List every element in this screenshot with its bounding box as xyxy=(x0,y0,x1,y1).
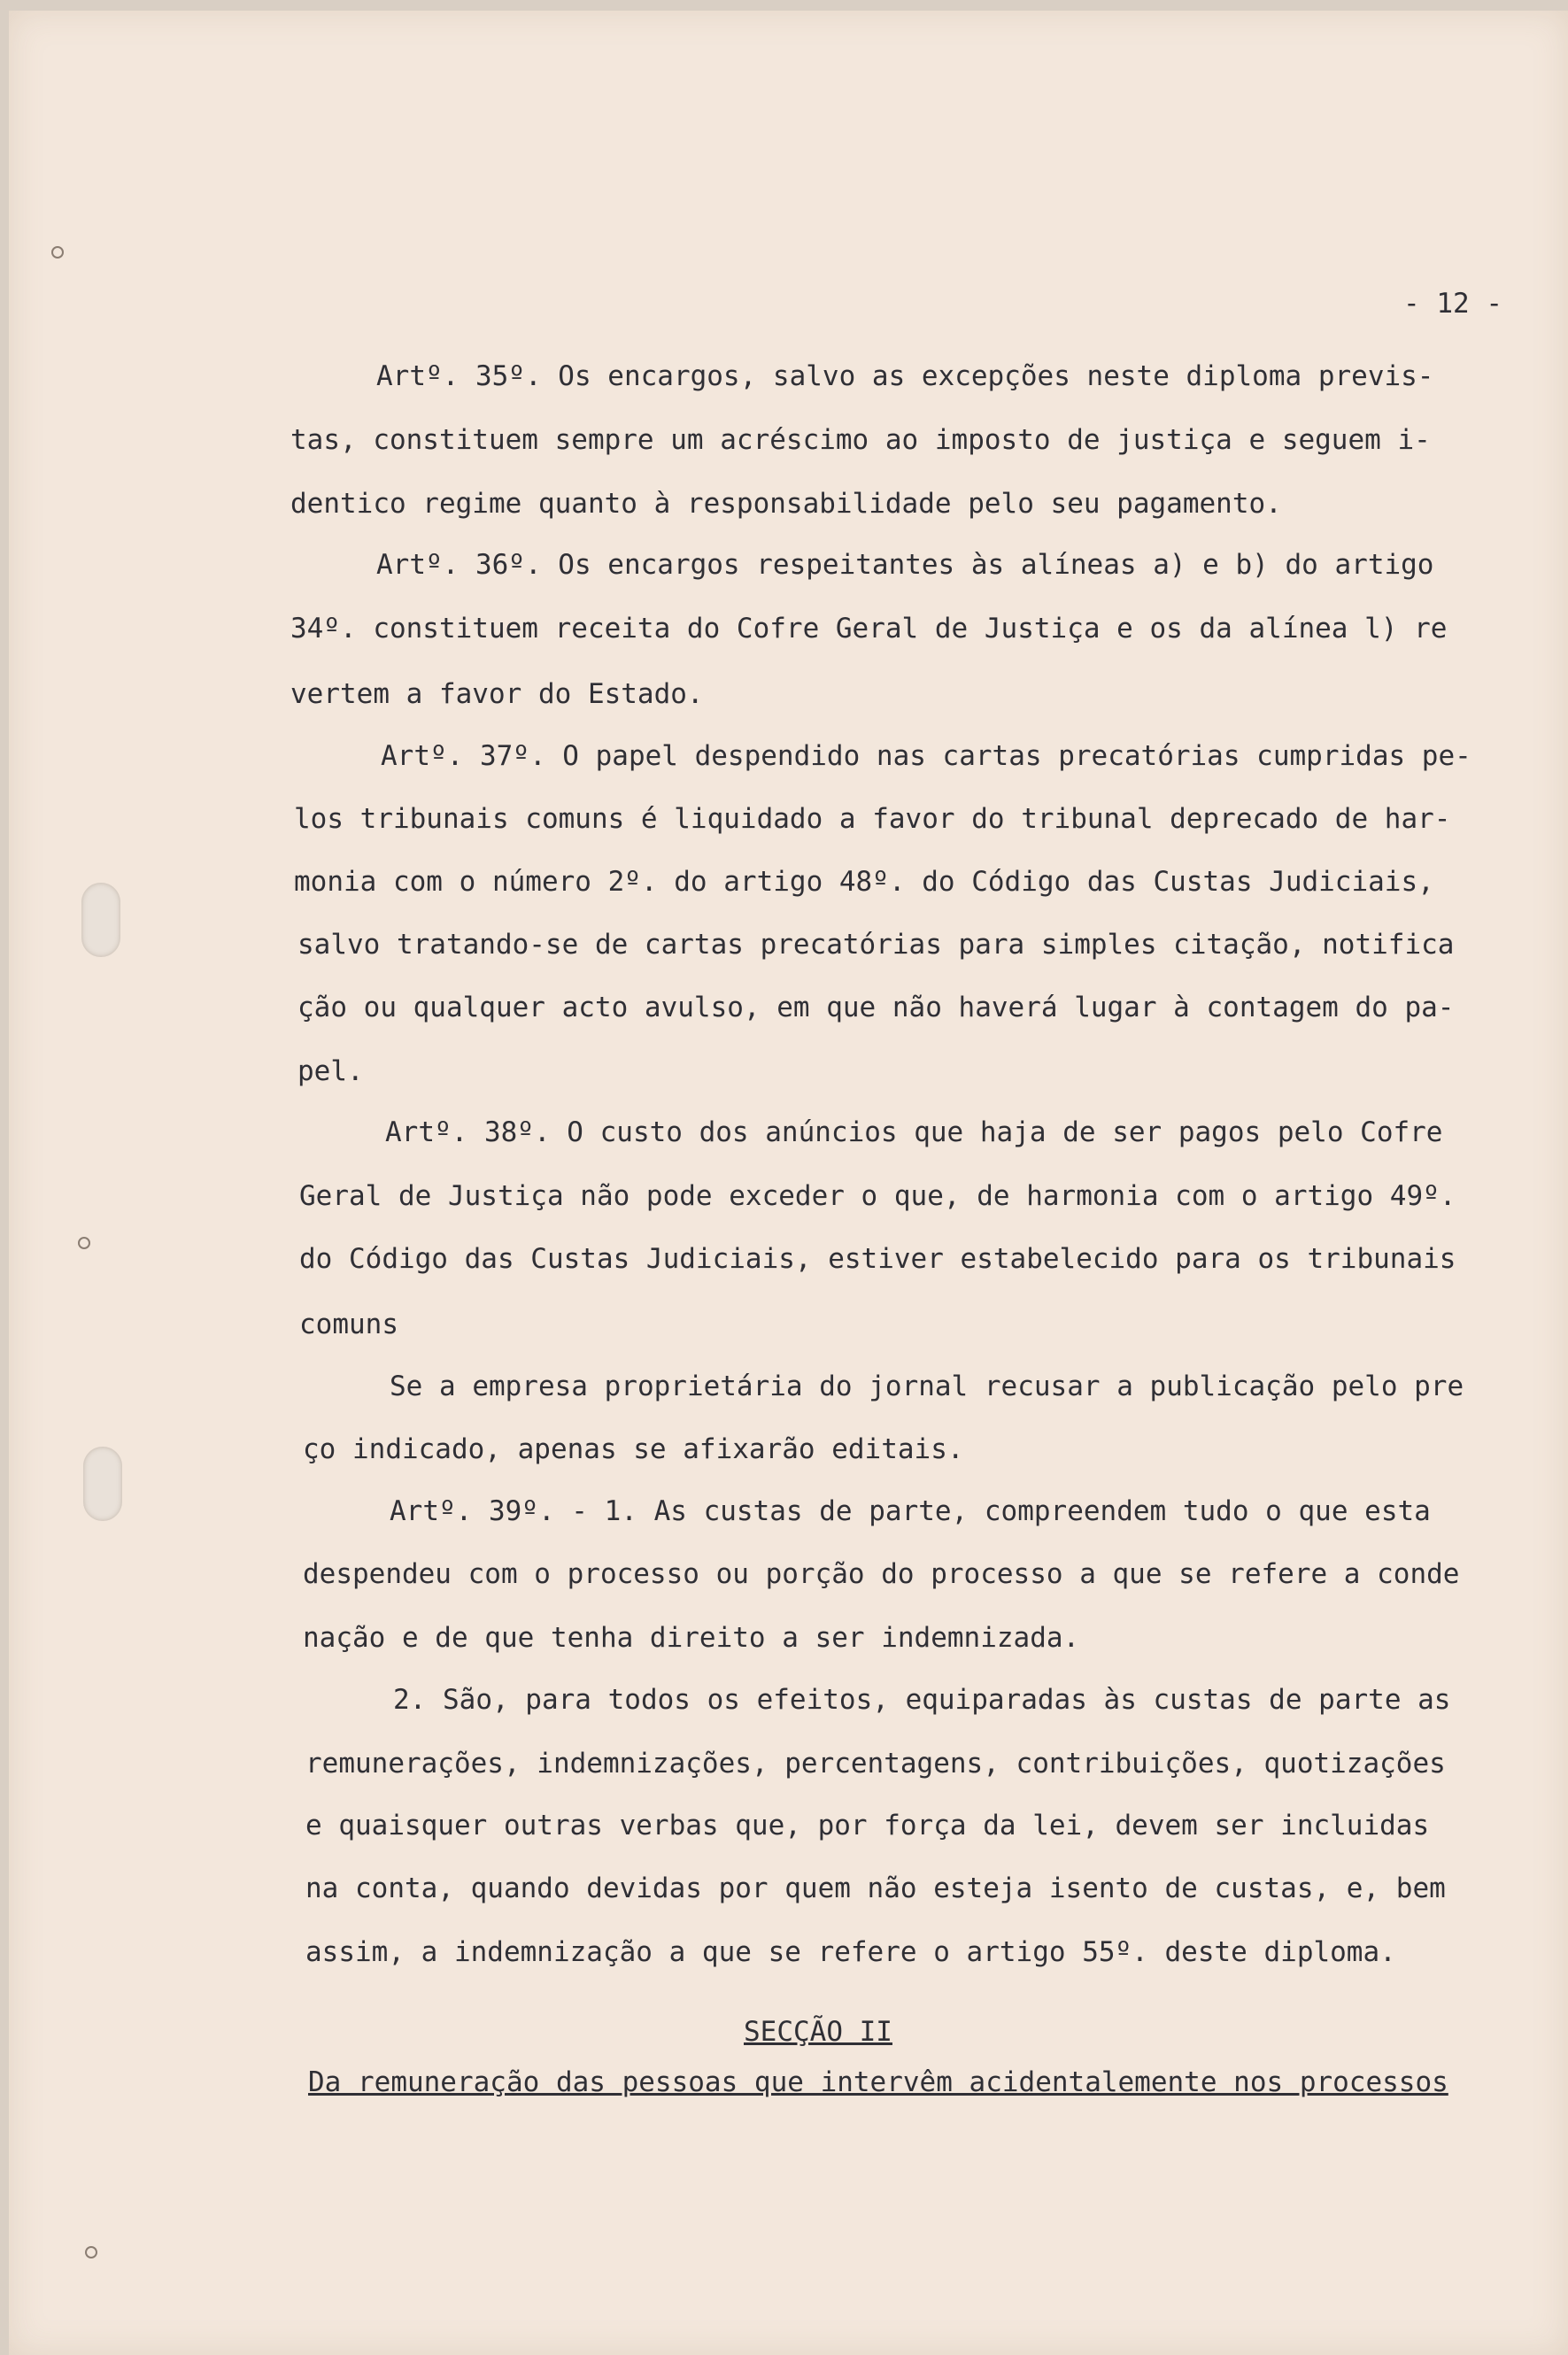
text-line: assim, a indemnização a que se refere o artigo 55º. deste diploma. xyxy=(305,1936,1396,1968)
text-line: monia com o número 2º. do artigo 48º. do Código das Custas Judiciais, xyxy=(294,866,1434,898)
text-line: Geral de Justiça não pode exceder o que, de harmonia com o artigo 49º. xyxy=(299,1180,1456,1212)
text-line: los tribunais comuns é liquidado a favor do tribunal deprecado de har- xyxy=(294,803,1451,835)
section-subtitle: Da remuneração das pessoas que intervêm acidentalemente nos processos xyxy=(308,2066,1448,2098)
text-line: Artº. 35º. Os encargos, salvo as excepções neste diploma previs- xyxy=(376,360,1434,392)
text-line: na conta, quando devidas por quem não esteja isento de custas, e, bem xyxy=(305,1872,1446,1904)
text-line: Artº. 36º. Os encargos respeitantes às alíneas a) e b) do artigo xyxy=(376,549,1434,581)
paper-speck xyxy=(51,246,64,259)
punch-hole-bottom xyxy=(83,1447,122,1521)
text-line: salvo tratando-se de cartas precatórias para simples citação, notifica xyxy=(297,929,1455,961)
text-line: Se a empresa proprietária do jornal recusar a publicação pelo pre xyxy=(390,1371,1464,1402)
text-line: remunerações, indemnizações, percentagens, contribuições, quotizações xyxy=(305,1748,1446,1780)
text-line: despendeu com o processo ou porção do processo a que se refere a conde xyxy=(303,1558,1460,1590)
text-line: 2. São, para todos os efeitos, equiparadas às custas de parte as xyxy=(393,1684,1451,1716)
text-line: ção ou qualquer acto avulso, em que não haverá lugar à contagem do pa- xyxy=(297,992,1455,1023)
text-line: tas, constituem sempre um acréscimo ao imposto de justiça e seguem i- xyxy=(290,424,1431,456)
text-line: 34º. constituem receita do Cofre Geral de Justiça e os da alínea l) re xyxy=(290,613,1448,645)
text-line: do Código das Custas Judiciais, estiver estabelecido para os tribunais xyxy=(299,1243,1456,1275)
text-line: Artº. 39º. - 1. As custas de parte, compreendem tudo o que esta xyxy=(390,1495,1431,1527)
text-line: dentico regime quanto à responsabilidade pelo seu pagamento. xyxy=(290,488,1282,520)
text-line: Artº. 38º. O custo dos anúncios que haja de ser pagos pelo Cofre xyxy=(385,1116,1443,1148)
page-number: - 12 - xyxy=(1403,288,1502,320)
text-line: nação e de que tenha direito a ser indemnizada. xyxy=(303,1622,1080,1654)
text-line: pel. xyxy=(297,1055,364,1087)
text-line: comuns xyxy=(299,1309,398,1340)
section-title: SECÇÃO II xyxy=(744,2016,892,2048)
paper-speck xyxy=(78,1237,90,1249)
paper-speck xyxy=(85,2246,97,2258)
text-line: ço indicado, apenas se afixarão editais. xyxy=(303,1433,964,1465)
punch-hole-top xyxy=(81,883,120,957)
text-line: Artº. 37º. O papel despendido nas cartas precatórias cumpridas pe- xyxy=(381,740,1471,772)
text-line: e quaisquer outras verbas que, por força da lei, devem ser incluidas xyxy=(305,1810,1430,1842)
text-line: vertem a favor do Estado. xyxy=(290,678,704,710)
